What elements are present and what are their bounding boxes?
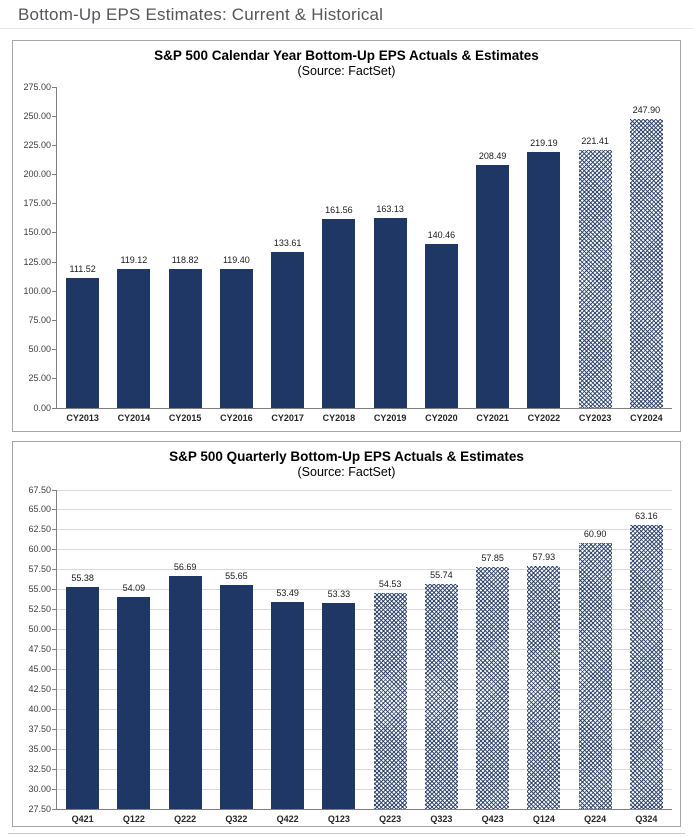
x-axis-category-label: Q222 [174, 814, 197, 824]
bar-value-label: 63.16 [635, 510, 658, 521]
y-axis-tick [52, 203, 56, 204]
y-axis-tick-label: 225.00 [23, 139, 51, 150]
x-axis-category-label: CY2024 [630, 413, 663, 423]
estimate-bar [579, 543, 612, 809]
y-axis-tick-label: 175.00 [23, 198, 51, 209]
y-axis-tick-label: 57.50 [28, 564, 51, 575]
bar-value-label: 57.85 [481, 552, 504, 563]
bar-value-label: 247.90 [632, 104, 661, 115]
x-axis-category-label: Q322 [225, 814, 248, 824]
x-axis-category-label: Q124 [532, 814, 555, 824]
actual-bar [476, 165, 509, 408]
chart-source-subtitle: (Source: FactSet) [297, 64, 396, 78]
y-axis-tick-label: 32.50 [28, 763, 51, 774]
bar-value-label: 53.33 [327, 589, 351, 599]
bar-value-label: 55.65 [225, 570, 248, 581]
y-axis-tick-label: 35.00 [28, 743, 51, 754]
y-axis-tick-label: 275.00 [23, 81, 51, 92]
x-axis-category-label: CY2023 [578, 413, 612, 423]
estimate-bar [527, 566, 560, 809]
chart-title: S&P 500 Calendar Year Bottom-Up EPS Actuals & Estimates [154, 48, 539, 63]
gridline [57, 490, 672, 491]
header-divider [0, 28, 693, 29]
x-axis-category-label: Q122 [122, 814, 145, 824]
y-axis-tick [52, 349, 56, 350]
y-axis-tick [52, 589, 56, 590]
actual-bar [271, 602, 304, 809]
x-axis-category-label: CY2022 [527, 413, 561, 423]
bar-value-label: 119.12 [120, 254, 148, 265]
y-axis-tick-label: 150.00 [23, 227, 51, 238]
x-axis-category-label: Q224 [584, 814, 607, 824]
bar-value-label: 55.74 [430, 569, 453, 580]
bar-value-label: 161.56 [325, 205, 353, 216]
y-axis-tick-label: 50.00 [28, 344, 51, 355]
bar-value-label: 60.90 [583, 528, 607, 539]
x-axis-category-label: CY2020 [425, 413, 458, 423]
actual-bar [117, 269, 150, 408]
x-axis-category-label: CY2021 [476, 413, 509, 423]
gridline [57, 509, 672, 510]
x-axis-category-label: Q421 [71, 814, 94, 824]
x-axis-category-label: Q324 [635, 814, 658, 824]
y-axis-tick [52, 529, 56, 530]
actual-bar [425, 244, 458, 408]
x-axis-category-label: Q323 [430, 814, 453, 824]
bar-value-label: 221.41 [581, 135, 609, 146]
bar-value-label: 119.40 [222, 254, 250, 265]
y-axis-tick [52, 87, 56, 88]
y-axis-tick-label: 40.00 [28, 703, 51, 714]
y-axis-tick [52, 569, 56, 570]
y-axis-tick [52, 549, 56, 550]
y-axis-tick [52, 509, 56, 510]
x-axis-category-label: CY2018 [322, 413, 356, 423]
y-axis-tick-label: 37.50 [28, 723, 51, 734]
bar-value-label: 163.13 [376, 203, 404, 214]
y-axis-tick-label: 25.00 [28, 373, 51, 384]
estimate-bar [374, 593, 407, 809]
x-axis-category-label: Q123 [327, 814, 350, 824]
y-axis-tick [52, 232, 56, 233]
bar-value-label: 208.49 [478, 150, 507, 161]
x-axis-category-label: CY2017 [271, 413, 304, 423]
chart-title: S&P 500 Quarterly Bottom-Up EPS Actuals & Estimates [169, 449, 524, 464]
x-axis-category-label: CY2016 [220, 413, 253, 423]
bar-value-label: 57.93 [532, 552, 556, 563]
calendar-year-plot-area [23, 81, 672, 423]
y-axis-tick [52, 709, 56, 710]
y-axis-tick-label: 45.00 [28, 663, 51, 674]
y-axis-tick-label: 52.50 [28, 604, 51, 615]
y-axis-tick-label: 67.50 [28, 484, 51, 495]
estimate-bar [630, 119, 663, 408]
actual-bar [527, 152, 560, 408]
actual-bar [220, 269, 253, 408]
y-axis-tick [52, 320, 56, 321]
bar-value-label: 54.53 [378, 579, 402, 590]
y-axis-tick [52, 490, 56, 491]
y-axis-tick [52, 116, 56, 117]
y-axis-tick [52, 262, 56, 263]
y-axis-tick [52, 174, 56, 175]
chart-source-subtitle: (Source: FactSet) [297, 465, 396, 479]
bar-value-label: 133.61 [273, 238, 302, 249]
y-axis-tick [52, 729, 56, 730]
y-axis-tick-label: 200.00 [23, 169, 51, 180]
estimate-bar [579, 150, 612, 408]
bar-value-label: 54.09 [122, 582, 146, 593]
next-panel-top-edge [8, 833, 685, 834]
actual-bar [117, 597, 150, 809]
actual-bar [66, 278, 99, 408]
bar-value-label: 55.38 [71, 572, 94, 583]
y-axis-tick [52, 669, 56, 670]
y-axis-tick [52, 769, 56, 770]
y-axis-tick [52, 378, 56, 379]
actual-bar [271, 252, 304, 408]
actual-bar [322, 219, 355, 408]
y-axis-tick [52, 649, 56, 650]
x-axis-category-label: Q423 [481, 814, 504, 824]
quarterly-chart-panel [12, 441, 681, 827]
bar-value-label: 56.69 [173, 562, 197, 573]
y-axis-tick [52, 749, 56, 750]
x-axis-category-label: CY2019 [373, 413, 407, 423]
y-axis-tick [52, 809, 56, 810]
y-axis-tick-label: 47.50 [28, 644, 51, 654]
actual-bar [220, 585, 253, 809]
actual-bar [374, 218, 407, 408]
y-axis-tick-label: 100.00 [23, 285, 51, 296]
page-title: Bottom-Up EPS Estimates: Current & Historical [18, 5, 384, 24]
quarterly-plot-area [28, 484, 672, 824]
x-axis-category-label: Q223 [379, 814, 402, 824]
y-axis-tick [52, 145, 56, 146]
y-axis-tick-label: 27.50 [28, 803, 51, 814]
x-axis-category-label: CY2013 [66, 413, 99, 423]
estimate-bar [476, 567, 509, 809]
bar-value-label: 118.82 [171, 255, 199, 266]
y-axis-tick-label: 250.00 [23, 110, 51, 121]
estimate-bar [425, 584, 458, 809]
y-axis-tick-label: 30.00 [28, 783, 51, 794]
y-axis-tick-label: 60.00 [28, 544, 51, 555]
calendar-year-chart-panel [12, 40, 681, 432]
actual-bar [169, 576, 202, 809]
x-axis-category-label: CY2014 [117, 413, 151, 423]
bar-value-label: 53.49 [276, 587, 299, 598]
x-axis-category-label: CY2015 [168, 413, 202, 423]
y-axis-tick-label: 55.00 [28, 584, 51, 595]
y-axis-tick-label: 0.00 [33, 402, 51, 413]
y-axis-tick [52, 609, 56, 610]
y-axis-tick [52, 629, 56, 630]
y-axis-tick-label: 125.00 [23, 256, 51, 267]
y-axis-tick [52, 789, 56, 790]
y-axis-tick [52, 408, 56, 409]
actual-bar [322, 603, 355, 809]
y-axis-tick-label: 75.00 [28, 314, 51, 325]
actual-bar [66, 587, 99, 809]
y-axis-tick [52, 291, 56, 292]
estimate-bar [630, 525, 663, 809]
bar-value-label: 219.19 [530, 138, 558, 149]
y-axis-tick-label: 65.00 [28, 504, 51, 515]
bar-value-label: 140.46 [427, 230, 456, 241]
y-axis-tick-label: 42.50 [28, 683, 51, 694]
y-axis-tick-label: 50.00 [28, 624, 51, 635]
y-axis-tick [52, 689, 56, 690]
actual-bar [169, 269, 202, 408]
bar-value-label: 111.52 [69, 263, 96, 274]
y-axis-tick-label: 62.50 [28, 524, 51, 535]
x-axis-category-label: Q422 [276, 814, 299, 824]
